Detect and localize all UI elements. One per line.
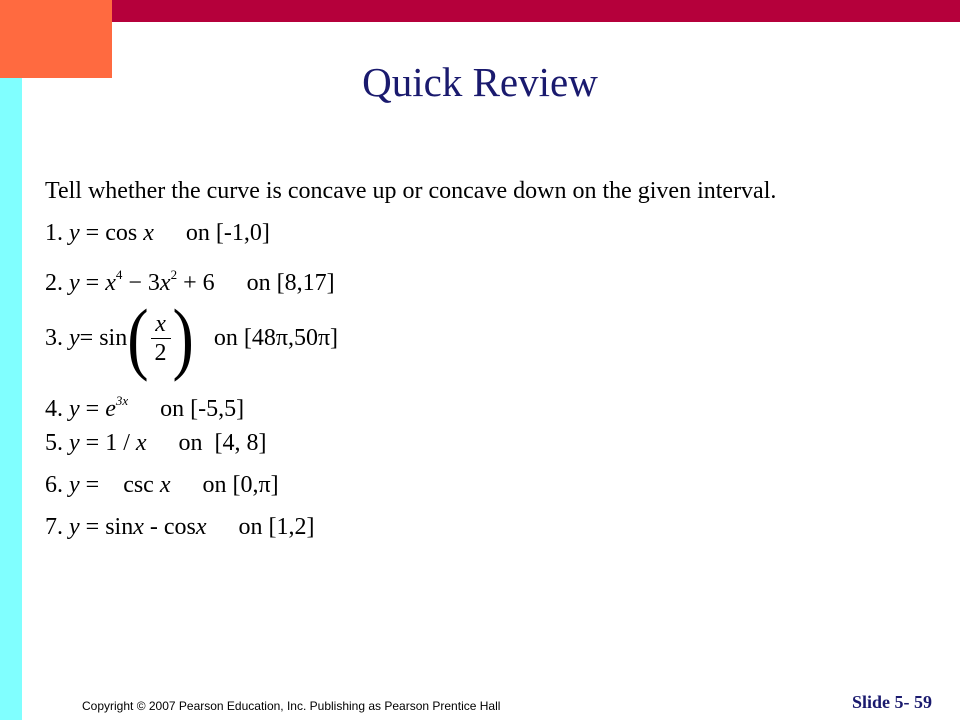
problem-2: 2. $y = x^4 - 3x^2 + 6$ on [8,17] [45,267,335,296]
problem-6: 6. y = csc x on [0,π] [45,472,279,498]
problem-number: 7. [45,514,63,540]
problem-interval: on [8,17] [246,270,335,296]
fraction-group: ( $\frac{x}{2}$ ) [127,293,194,382]
problem-number: 1. [45,220,63,246]
slide-title: Quick Review [362,59,598,105]
problem-7: 7. y = sinx - cosx on [1,2] [45,514,315,540]
problem-interval: on [48π,50π] [213,325,339,351]
problem-interval: on [-5,5] [160,396,245,422]
problem-number: 3. [45,325,63,351]
problem-number: 6. [45,472,63,498]
problem-interval: on [0,π] [202,472,279,498]
problem-5: 5. y = 1 / x on [4, 8] [45,430,267,456]
problem-interval: on [-1,0] [185,220,270,246]
top-accent-bar [112,0,960,22]
problem-1: 1. y = cos x on [-1,0] [45,220,270,246]
slide-number: Slide 5- 59 [851,692,932,712]
side-accent-bar [0,78,22,720]
problem-number: 5. [45,430,63,456]
problem-4: 4. $y = e^{3x}$ on [-5,5] [45,393,245,422]
problem-interval: on [1,2] [238,514,315,540]
instruction-text: Tell whether the curve is concave up or concave down on the given interval. [45,178,777,204]
problem-number: 2. [45,270,63,296]
slide-content [45,172,776,548]
problem-3: 3. y = sin ( $\frac{x}{2}$ ) on [48π,50π] [45,293,339,382]
copyright-notice: Copyright © 2007 Pearson Education, Inc. Publishing as Pearson Prentice Hall [82,699,501,713]
fraction: $\frac{x}{2}$ [151,310,171,367]
problem-interval: on [4, 8] [178,430,267,456]
problem-number: 4. [45,396,63,422]
